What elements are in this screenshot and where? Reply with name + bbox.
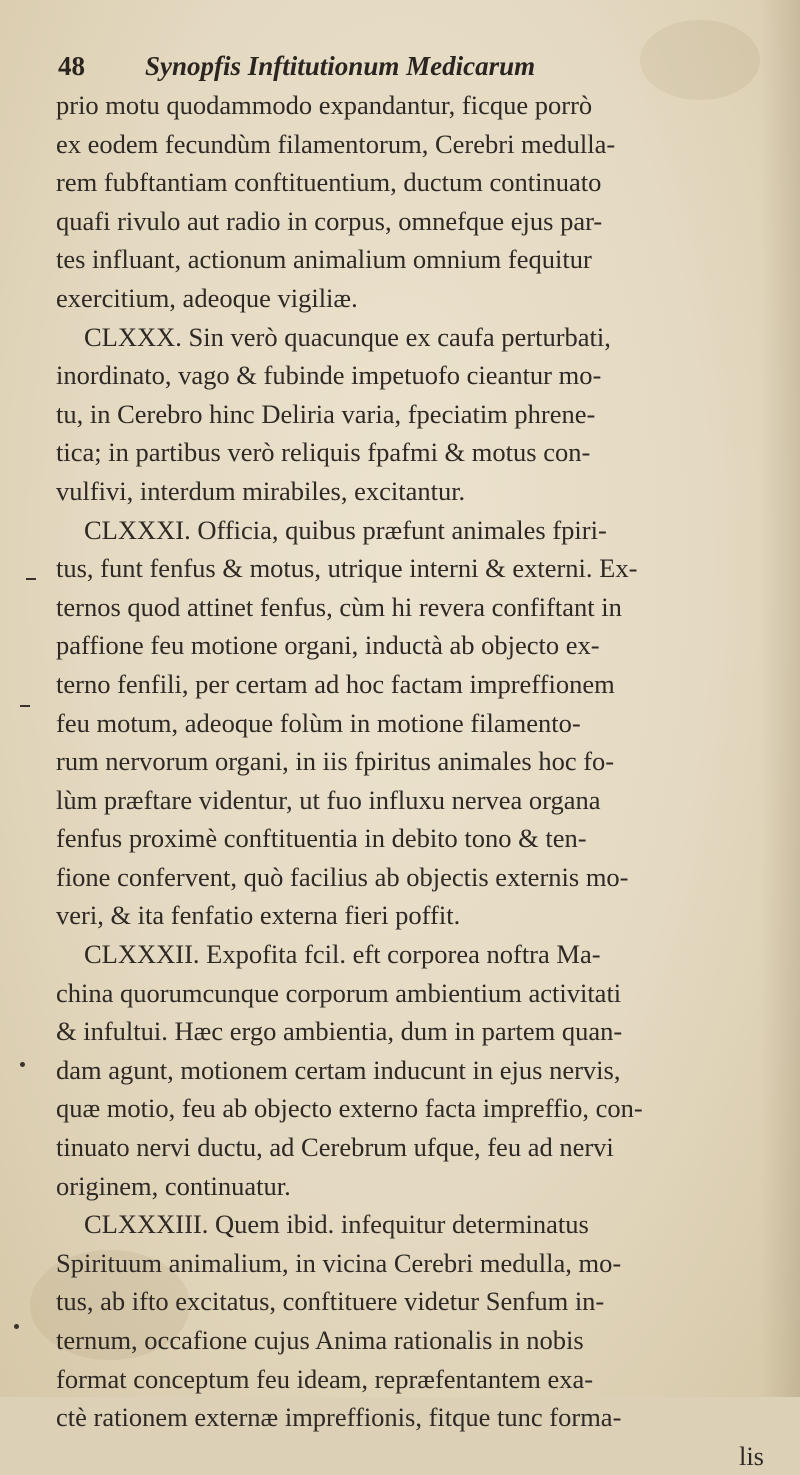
text-line: vulfivi, interdum mirabiles, excitantur. <box>56 475 466 506</box>
text-line: fenfus proximè conftituentia in debito tono & ten- <box>56 823 587 854</box>
text-line: tinuato nervi ductu, ad Cerebrum ufque, feu ad nervi <box>56 1132 614 1163</box>
text-line: quæ motio, feu ab objecto externo facta impreffio, con- <box>56 1093 643 1124</box>
paragraph-start-line: CLXXX. Sin verò quacunque ex caufa perturbati, <box>84 321 611 352</box>
text-line: dam agunt, motionem certam inducunt in ejus nervis, <box>56 1054 621 1085</box>
paragraph-start-line: CLXXXI. Officia, quibus præfunt animales fpiri- <box>84 514 607 545</box>
text-line: tu, in Cerebro hinc Deliria varia, fpeciatim phrene- <box>56 398 596 429</box>
margin-tick <box>20 705 30 707</box>
text-line: fione confervent, quò facilius ab objectis externis mo- <box>56 861 629 892</box>
text-line: paffione feu motione organi, inductà ab objecto ex- <box>56 630 600 661</box>
running-title: Synopfis Inftitutionum Medicarum <box>145 51 536 81</box>
text-line: quafi rivulo aut radio in corpus, omnefque ejus par- <box>56 205 603 236</box>
text-line: tica; in partibus verò reliquis fpafmi & motus con- <box>56 437 591 468</box>
text-line: rem fubftantiam conftituentium, ductum continuato <box>56 167 602 198</box>
margin-dot <box>20 1062 25 1067</box>
text-line: tes influant, actionum animalium omnium fequitur <box>56 244 592 275</box>
paragraph-start-line: CLXXXII. Expofita fcil. eft corporea noftra Ma- <box>84 939 601 970</box>
text-line: prio motu quodammodo expandantur, ficque porrò <box>56 90 593 120</box>
text-line: ternum, occafione cujus Anima rationalis in nobis <box>56 1325 584 1355</box>
text-line: rum nervorum organi, in iis fpiritus animales hoc fo- <box>56 746 615 777</box>
text-line: feu motum, adeoque folùm in motione filamento- <box>56 707 581 738</box>
text-line: exercitium, adeoque vigiliæ. <box>56 282 358 313</box>
text-line: format conceptum feu ideam, repræfentantem exa- <box>56 1363 594 1394</box>
text-line: & infultui. Hæc ergo ambientia, dum in partem quan- <box>56 1016 623 1047</box>
text-line: inordinato, vago & fubinde impetuofo cieantur mo- <box>56 360 602 391</box>
text-line: terno fenfili, per certam ad hoc factam impreffionem <box>56 668 615 699</box>
page-header <box>58 46 758 86</box>
catchword: lis <box>738 1440 764 1471</box>
margin-dot <box>14 1324 19 1329</box>
text-line: tus, funt fenfus & motus, utrique interni & externi. Ex- <box>56 553 638 584</box>
text-line: china quorumcunque corporum ambientium activitati <box>56 977 622 1008</box>
text-line: tus, ab ifto excitatus, conftituere videtur Senfum in- <box>56 1286 605 1317</box>
text-line: Spirituum animalium, in vicina Cerebri medulla, mo- <box>56 1247 622 1278</box>
margin-tick <box>26 578 36 580</box>
paragraph-start-line: CLXXXIII. Quem ibid. infequitur determinatus <box>84 1209 589 1240</box>
body-text <box>56 86 768 1475</box>
text-line: lùm præftare videntur, ut fuo influxu nervea organa <box>56 784 601 815</box>
text-line: veri, & ita fenfatio externa fieri poffit. <box>56 900 461 931</box>
text-line: ex eodem fecundùm filamentorum, Cerebri medulla- <box>56 128 616 159</box>
text-line: ctè rationem externæ impreffionis, fitque tunc forma- <box>56 1402 622 1433</box>
text-line: originem, continuatur. <box>56 1170 291 1201</box>
page-number: 48 <box>58 51 85 81</box>
text-line: ternos quod attinet fenfus, cùm hi revera confiftant in <box>56 591 622 622</box>
